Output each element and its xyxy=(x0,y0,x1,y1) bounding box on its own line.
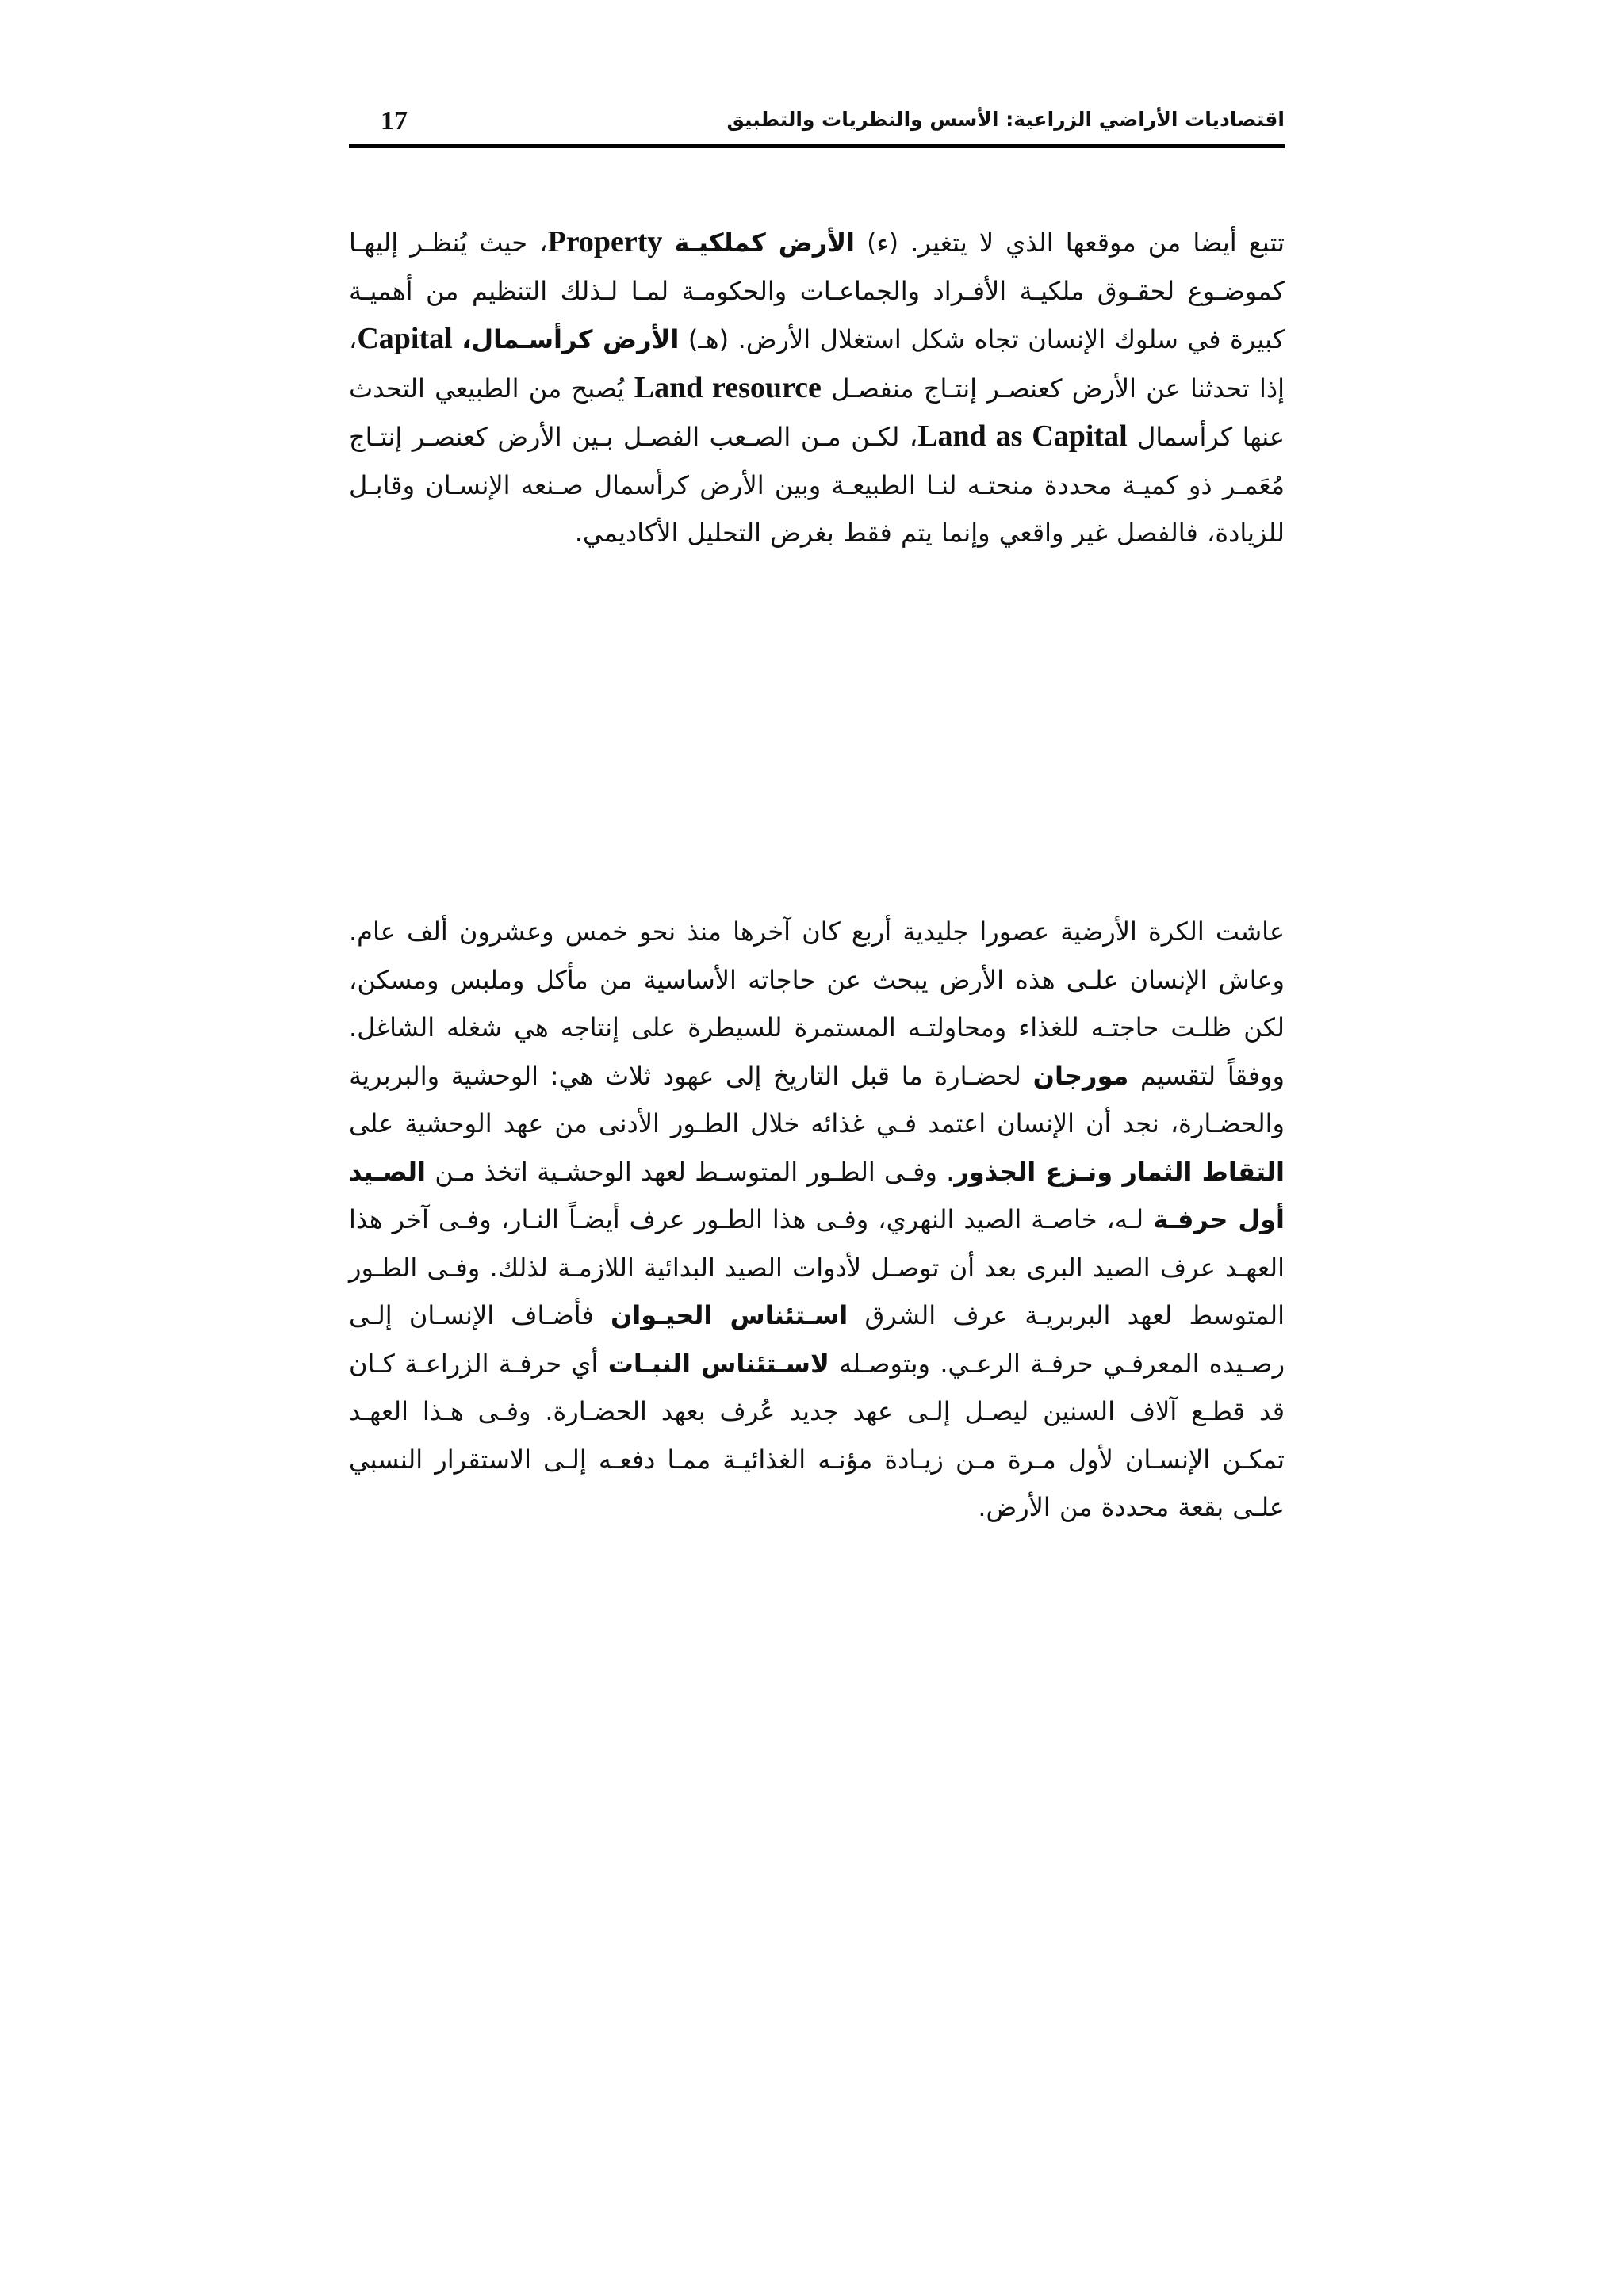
bold-term: التقاط الثمار ونـزع الجذور xyxy=(954,1156,1285,1187)
text-span: لـه، خاصـة الصيد النهري، وفـى هذا الطـور عرف أيضـاً النـار، وفـى آخر هذا العهـد عرف الصيد البرى بعد أن توصـل لأدوات الصيد البدائية اللازمـة لذلك. وفـى الطـور المتوسط لعهد البربريـة عرف الشرق xyxy=(349,1204,1285,1330)
text-span: يُصبح من الطبيعي التحدث عنها كرأسمال xyxy=(349,373,1285,452)
bold-term: الأرض كرأسـمال، xyxy=(462,324,680,354)
english-term: Land resource xyxy=(634,370,822,404)
text-span: أي حرفـة الزراعـة كـان قد قطـع آلاف السنين ليصـل إلـى عهد جديد عُرف بعهد الحضـارة. وفـى هـذا العهـد تمكـن الإنسـان لأول مـرة مـن زيـادة مؤنـه الغذائيـة ممـا دفعـه إلـى الاستقرار النسبي علـى بقعة محددة من الأرض. xyxy=(349,1348,1285,1522)
bold-term: مورجان xyxy=(1032,1060,1129,1091)
page-number: 17 xyxy=(381,106,408,136)
header-rule xyxy=(349,144,1285,148)
text-span: لحضـارة ما قبل التاريخ إلى عهود ثلاث هي: الوحشية والبربرية والحضـارة، نجد أن الإنسان اعتمد فـي غذائه خلال الطـور الأدنى من عهد الوحشية على xyxy=(349,1060,1285,1138)
english-term: Capital xyxy=(357,322,453,355)
bold-term: الأرض كملكيـة xyxy=(674,228,856,258)
text-span: ، إذا تحدثنا عن الأرض كعنصـر إنتـاج منفصـل xyxy=(349,324,1285,404)
page-header xyxy=(349,100,1285,147)
text-span: ، لكـن مـن الصـعب الفصـل بـين الأرض كعنصـر إنتـاج مُعَمـر ذو كميـة محددة منحتـه لنـا الطبيعـة وبين الأرض كرأسمال صـنعه الإنسـان وقابـل للزيادة، فالفصل غير واقعي وإنما يتم فقط بغرض التحليل الأكاديمي. xyxy=(349,422,1285,548)
running-title: اقتصاديات الأراضي الزراعية: الأسس والنظريات والتطبيق xyxy=(726,108,1285,131)
english-term: Property xyxy=(547,225,663,258)
bold-term: اسـتئناس الحيـوان xyxy=(610,1300,848,1330)
text-span: ، حيث يُنظـر إليهـا كموضـوع لحقـوق ملكيـة الأفـراد والجماعـات والحكومـة لمـا لـذلك التنظيم من أهميـة كبيرة في سلوك الإنسان تجاه شكل استغلال الأرض. (هـ) xyxy=(349,228,1285,354)
bold-term: لاسـتئناس النبـات xyxy=(607,1348,829,1379)
paragraph-2 xyxy=(349,908,1285,1532)
text-span: . وفـى الطـور المتوسـط لعهد الوحشـية اتخذ مـن xyxy=(426,1156,955,1187)
text-span: عاشت الكرة الأرضية عصورا جليدية أربع كان آخرها منذ نحو خمس وعشرون ألف عام. وعاش الإنسان علـى هذه الأرض يبحث عن حاجاته الأساسية من مأكل وملبس ومسكن، لكن ظلـت حاجتـه للغذاء ومحاولتـه المستمرة للسيطرة على إنتاجه هي شغله الشاغل. ووفقاً لتقسيم xyxy=(349,916,1285,1091)
english-term: Land as Capital xyxy=(917,419,1128,453)
paragraph-1 xyxy=(349,218,1285,557)
bold-term: الصـيد أول حرفـة xyxy=(349,1156,1285,1234)
text-span: تتبع أيضا من موقعها الذي لا يتغير. (ء) xyxy=(855,228,1285,258)
text-span: فأضـاف الإنسـان إلـى رصـيده المعرفـي حرفـة الرعـي. وبتوصـله xyxy=(349,1300,1285,1379)
